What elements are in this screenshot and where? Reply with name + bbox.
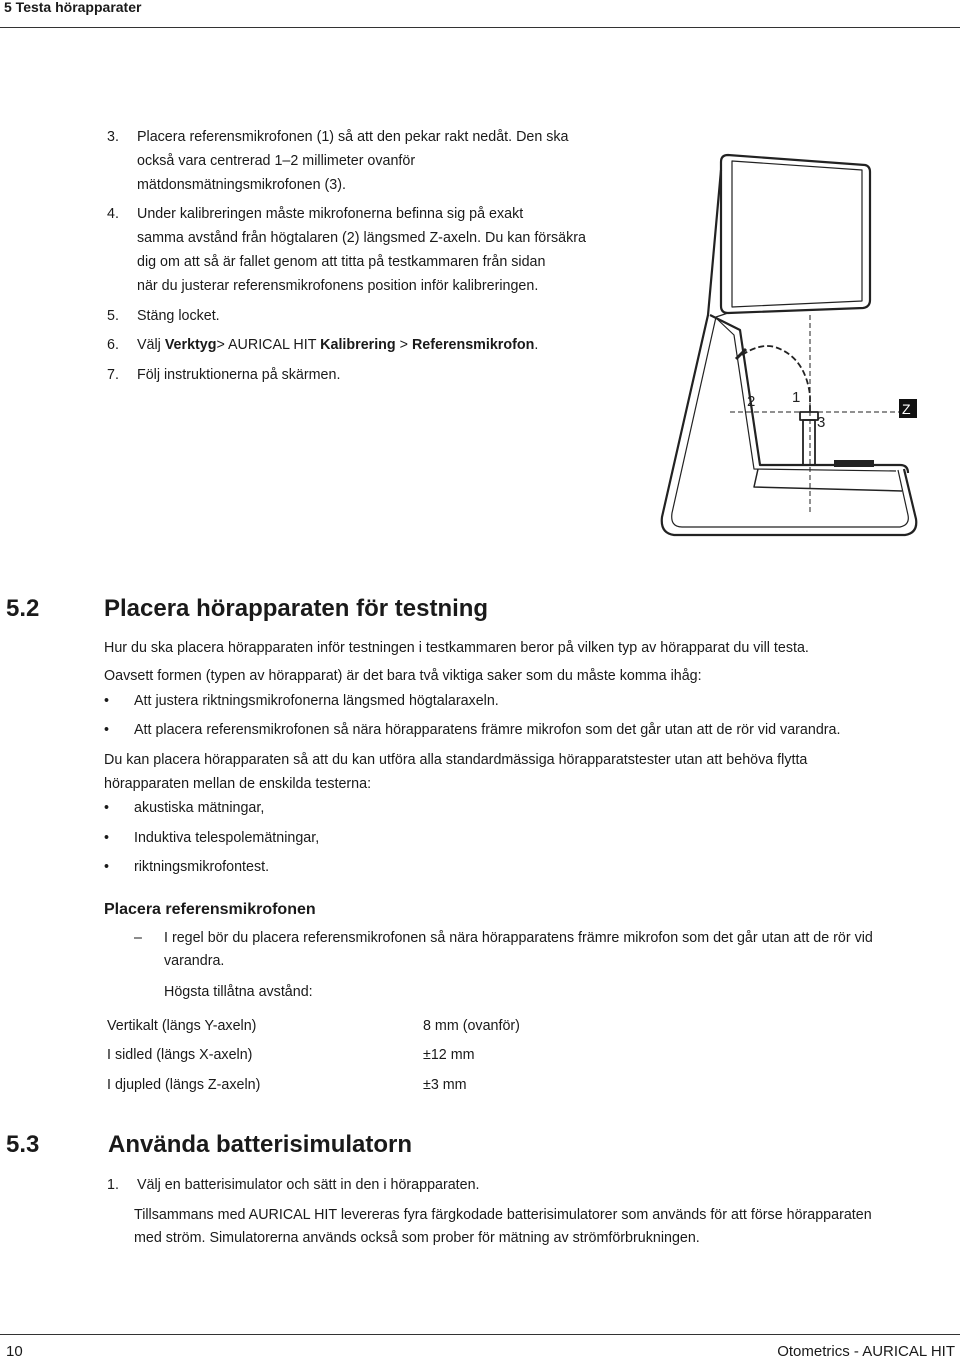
bullet-marker: • <box>104 830 110 846</box>
header-divider <box>0 27 960 28</box>
paragraph: hörapparaten mellan de enskilda testerna: <box>104 776 372 792</box>
footer-divider <box>0 1334 960 1335</box>
step-text: Stäng locket. <box>137 308 220 324</box>
page-header-title: 5 Testa hörapparater <box>4 0 142 15</box>
step-text <box>137 334 538 357</box>
section-5-3-title: Använda batterisimulatorn <box>108 1131 413 1158</box>
tolerance-value: 8 mm (ovanför) <box>423 1018 520 1034</box>
tolerance-value: ±3 mm <box>423 1077 467 1093</box>
step-line: mätdonsmätningsmikrofonen (3). <box>137 177 346 193</box>
section-5-2-number: 5.2 <box>6 595 40 622</box>
tolerance-axis: I djupled (längs Z-axeln) <box>107 1077 261 1093</box>
step-line: också vara centrerad 1–2 millimeter ovanför <box>137 153 416 169</box>
menu-verktyg: Verktyg <box>164 337 217 353</box>
page-number: 10 <box>6 1343 23 1360</box>
description-line: Tillsammans med AURICAL HIT levereras fyra färgkodade batterisimulatorer som används för att förse hörapparaten <box>134 1207 872 1223</box>
test-chamber-diagram <box>650 135 930 545</box>
label-reference-mic: 1 <box>792 389 801 406</box>
step-number: 3. <box>107 129 119 145</box>
section-5-3-number: 5.3 <box>6 1131 40 1158</box>
step-number: 4. <box>107 206 119 222</box>
bullet-marker: • <box>104 722 110 738</box>
tolerance-value: ±12 mm <box>423 1047 475 1063</box>
step-line: samma avstånd från högtalaren (2) längsmed Z-axeln. Du kan försäkra <box>137 230 586 246</box>
step-line: Placera referensmikrofonen (1) så att den pekar rakt nedåt. Den ska <box>137 129 569 145</box>
chamber-floor <box>716 318 896 471</box>
list-item-text: Att justera riktningsmikrofonerna längsmed högtalaraxeln. <box>134 693 499 709</box>
tolerance-heading: Högsta tillåtna avstånd: <box>164 984 313 1000</box>
platform <box>754 469 902 491</box>
bullet-marker: • <box>104 800 110 816</box>
step-text: Välj en batterisimulator och sätt in den i hörapparaten. <box>137 1177 480 1193</box>
menu-kalibrering: Kalibrering <box>320 337 396 353</box>
tolerance-axis: I sidled (längs X-axeln) <box>107 1047 253 1063</box>
step-number: 6. <box>107 337 119 353</box>
menu-suffix: . <box>534 337 539 353</box>
step-number: 7. <box>107 367 119 383</box>
footer-brand: Otometrics - AURICAL HIT <box>777 1343 955 1360</box>
subsection-heading: Placera referensmikrofonen <box>104 901 316 918</box>
chamber-body-outline <box>662 170 917 535</box>
description-line: med ström. Simulatorerna används också som prober för mätning av strömförbrukningen. <box>134 1230 700 1246</box>
tolerance-axis: Vertikalt (längs Y-axeln) <box>107 1018 257 1034</box>
label-z-axis: Z <box>902 401 911 417</box>
bullet-marker: • <box>104 859 110 875</box>
list-item-text: Induktiva telespolemätningar, <box>134 830 320 846</box>
step-number: 5. <box>107 308 119 324</box>
step-line: dig om att så är fallet genom att titta på testkammaren från sidan <box>137 254 546 270</box>
chamber-lid-outline <box>721 155 870 313</box>
reference-microphone <box>800 412 818 420</box>
step-line: Under kalibreringen måste mikrofonerna befinna sig på exakt <box>137 206 524 222</box>
dash-marker: – <box>134 930 142 946</box>
bullet-marker: • <box>104 693 110 709</box>
list-item-text: riktningsmikrofontest. <box>134 859 270 875</box>
chamber-lid-inner <box>732 161 862 307</box>
chamber-inner-wall <box>710 315 908 473</box>
label-measurement-mic: 3 <box>817 414 826 431</box>
measurement-mic-stand <box>803 420 815 465</box>
chamber-body-inner <box>672 313 909 527</box>
platform-part <box>834 460 874 467</box>
label-speaker: 2 <box>747 393 756 410</box>
dash-item-line: varandra. <box>164 953 225 969</box>
section-5-2-title: Placera hörapparaten för testning <box>104 595 489 622</box>
menu-separator: > AURICAL HIT <box>216 337 321 353</box>
dash-item-line: I regel bör du placera referensmikrofonen så nära hörapparatens främre mikrofon som det går utan att de rör vid <box>164 930 873 946</box>
list-item-text: Att placera referensmikrofonen så nära hörapparatens främre mikrofon som det går utan att de rör vid varandra. <box>134 722 841 738</box>
paragraph: Hur du ska placera hörapparaten inför testningen i testkammaren beror på vilken typ av hörapparat du vill testa. <box>104 640 809 656</box>
step-number: 1. <box>107 1177 119 1193</box>
menu-prefix: Välj <box>137 337 165 353</box>
list-item-text: akustiska mätningar, <box>134 800 265 816</box>
menu-referensmikrofon: Referensmikrofon <box>411 337 535 353</box>
step-text: Följ instruktionerna på skärmen. <box>137 367 341 383</box>
paragraph: Oavsett formen (typen av hörapparat) är det bara två viktiga saker som du måste komma ihåg: <box>104 668 702 684</box>
paragraph: Du kan placera hörapparaten så att du kan utföra alla standardmässiga hörapparatstester utan att behöva flytta <box>104 752 808 768</box>
step-line: när du justerar referensmikrofonens position inför kalibreringen. <box>137 278 539 294</box>
menu-separator: > <box>395 337 412 353</box>
